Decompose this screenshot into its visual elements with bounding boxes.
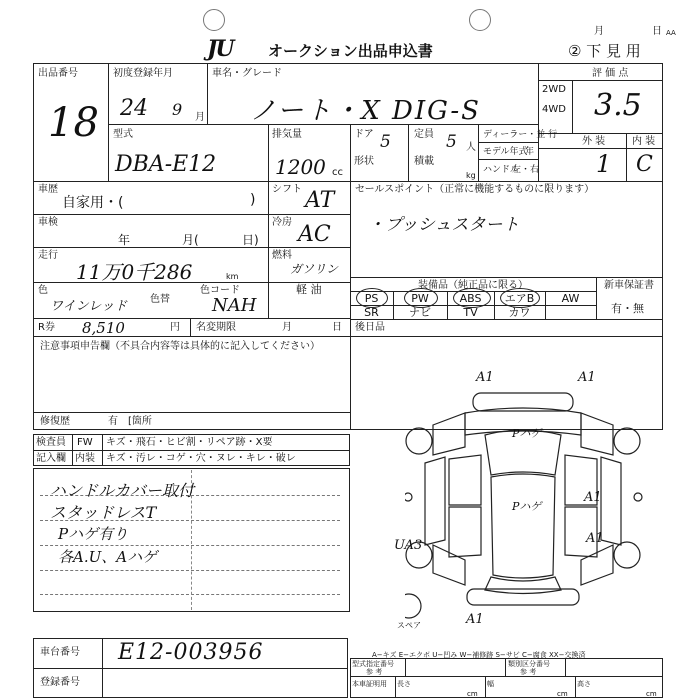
car-name-label: 車名・グレード [212, 68, 282, 79]
note-line-1: ハンドルカバー取付 [50, 481, 195, 500]
capacity-unit: 人 [466, 142, 476, 153]
inspector-text: キズ・飛石・ヒビ割・リペア跡・X要 [106, 437, 273, 448]
equip-pw-circle [404, 288, 438, 308]
equipment-label: 装備品（純正品に限る） [418, 280, 528, 291]
load-unit: kg [466, 171, 476, 180]
capacity-label: 定員 [414, 129, 434, 140]
exterior-label: 外 装 [582, 136, 606, 147]
doors-label: ドア [354, 129, 374, 140]
lot-label: 出品番号 [38, 68, 78, 79]
model-label: 型式 [113, 129, 133, 140]
name-change-label: 名変期限 [196, 322, 236, 333]
equip-pw: PW [411, 292, 429, 305]
spec-class-label: 類別区分番号 [508, 660, 550, 668]
shape-label: 形状 [354, 156, 374, 167]
car-name-value: ノート・X DIG-S [250, 96, 481, 126]
lot-number: 18 [48, 100, 99, 146]
header-aa-label: AA [666, 29, 676, 37]
punch-hole-right [469, 9, 491, 31]
equip-sr: SR [364, 306, 379, 319]
damage-legend: A−キズ E−エクボ U−凹み W−補修跡 S−サビ C−腐食 XX−交換済 [372, 651, 586, 659]
note-line-4: 各A.U、Aハゲ [58, 548, 158, 566]
diagram-mark-right-door: A1 [584, 490, 602, 505]
displacement-label: 排気量 [272, 129, 302, 140]
equip-ps-circle [356, 288, 388, 308]
spec-type-label: 型式指定番号 [352, 660, 394, 668]
spec-height-label: 高さ [577, 680, 591, 688]
evaluation-label: 評 価 点 [592, 68, 629, 79]
notice-label: 注意事項申告欄（不具合内容等は具体的に記入してください） [40, 341, 320, 352]
fuel-value: ガソリン [290, 262, 339, 276]
spec-class-ref: 参 考 [520, 668, 537, 676]
spec-length-label: 長さ [397, 680, 411, 688]
color-value: ワインレッド [50, 299, 128, 314]
inspection-month: 月( [182, 233, 199, 247]
color-code-value: NAH [212, 295, 257, 316]
diagram-mark-rear: A1 [466, 612, 484, 627]
entry-label: 記入欄 [36, 453, 66, 464]
spec-length-unit: cm [467, 690, 478, 698]
inspection-label: 車検 [38, 217, 58, 228]
color-code-label: 色コード [200, 285, 240, 296]
model-year-label: モデル年式 [483, 147, 528, 157]
diagram-mark-left-rear: UA3 [394, 538, 423, 553]
aircon-value: AC [298, 222, 331, 247]
capacity-value: 5 [446, 132, 457, 152]
model-year-unit: 年 [525, 147, 535, 157]
equip-airbag: エアB [504, 292, 535, 305]
equip-aw: AW [561, 292, 580, 305]
diagram-mark-front-right: A1 [578, 370, 596, 385]
mileage-unit: km [226, 272, 239, 281]
form-title: オークション出品申込書 [268, 42, 433, 60]
header-day-label: 日 [652, 26, 662, 37]
warranty-label: 新車保証書 [604, 280, 654, 291]
drive-2wd: 2WD [542, 84, 566, 95]
spec-width-unit: cm [557, 690, 568, 698]
color-label: 色 [38, 285, 48, 296]
shift-value: AT [305, 188, 335, 213]
equip-navi: ナビ [409, 306, 431, 319]
category-label: 車歴 [38, 184, 58, 195]
chassis-label: 車台番号 [40, 647, 80, 658]
sales-point-value: ・プッシュスタート [368, 215, 520, 235]
drive-4wd: 4WD [542, 104, 566, 115]
header-month-label: 月 [594, 26, 604, 37]
note-line-2: スタッドレスT [50, 503, 157, 522]
color-change-label: 色替 [150, 294, 170, 305]
diagram-mark-right-rear: A1 [586, 531, 604, 546]
spare-tire-label: スペア [397, 621, 421, 630]
equip-ps: PS [364, 292, 379, 305]
doors-value: 5 [380, 132, 391, 152]
evaluation-score: 3.5 [594, 88, 642, 123]
spec-box [350, 658, 663, 698]
fuel-label: 燃料 [272, 250, 292, 261]
category-close: ) [250, 192, 256, 208]
repair-bracket: [箇所 [128, 416, 152, 427]
rear-seat-label: 後日品 [355, 322, 385, 333]
name-change-day: 日 [332, 322, 342, 333]
model-value: DBA-E12 [115, 152, 217, 177]
equip-leather: カワ [508, 306, 531, 319]
equip-airbag-circle [500, 288, 540, 308]
fuel-option: 軽 油 [296, 283, 322, 296]
spec-type-ref: 参 考 [366, 668, 383, 676]
equip-abs: ABS [459, 292, 482, 305]
spec-height-unit: cm [646, 690, 657, 698]
repair-value: 有 [108, 416, 118, 427]
exterior-grade: 1 [596, 150, 612, 178]
repair-label: 修復歴 [40, 416, 70, 427]
sales-point-label: セールスポイント（正常に機能するものに限ります） [355, 184, 595, 195]
entry-text: キズ・汚レ・コゲ・穴・ヌレ・キレ・破レ [106, 453, 296, 464]
punch-hole-left [203, 9, 225, 31]
first-reg-label: 初度登録年月 [113, 68, 173, 79]
note-line-3: Pハゲ有り [58, 525, 129, 543]
diagram-mark-hood: Pハゲ [512, 427, 542, 440]
diagram-mark-front-left: A1 [476, 370, 494, 385]
recycle-unit: 円 [170, 322, 180, 333]
entry-code: 内装 [75, 453, 95, 464]
warranty-value: 有・無 [611, 302, 644, 315]
spec-width-label: 幅 [487, 680, 494, 688]
brand-logo: JU [207, 36, 233, 62]
aircon-label: 冷房 [272, 217, 292, 228]
load-label: 積載 [414, 156, 434, 167]
handle-label: ハンドル [483, 165, 520, 175]
mileage-label: 走行 [38, 250, 58, 261]
interior-label: 内 装 [632, 136, 656, 147]
equip-abs-circle [453, 288, 491, 308]
recycle-label: R券 [38, 322, 55, 333]
inspection-day: 日) [242, 233, 259, 247]
category-value: 自家用・( [62, 195, 124, 211]
diagram-mark-roof: Pハゲ [512, 500, 542, 513]
registration-label: 登録番号 [40, 677, 80, 688]
first-reg-year: 24 [120, 96, 148, 121]
mileage-value: 11万0千286 [76, 260, 193, 284]
equip-tv: TV [463, 306, 478, 319]
inspection-year: 年 [118, 233, 131, 247]
displacement-value: 1200 [275, 155, 326, 179]
copy-type-label: ② 下 見 用 [568, 42, 641, 60]
handle-options: 左・右 [512, 165, 540, 175]
first-reg-month: 9 [172, 100, 183, 119]
recycle-value: 8,510 [82, 319, 125, 337]
inspector-code: FW [77, 437, 93, 448]
first-reg-month-unit: 月 [195, 112, 205, 123]
shift-label: シフト [272, 184, 302, 195]
spec-dims-label: 本車証明用 [352, 680, 387, 688]
inspector-label: 検査員 [36, 437, 66, 448]
interior-grade: C [636, 152, 653, 177]
name-change-month: 月 [282, 322, 292, 333]
dealer-parallel: ディーラー・並 行 [483, 130, 558, 140]
chassis-number: E12-003956 [118, 640, 264, 665]
displacement-unit: cc [332, 167, 343, 178]
